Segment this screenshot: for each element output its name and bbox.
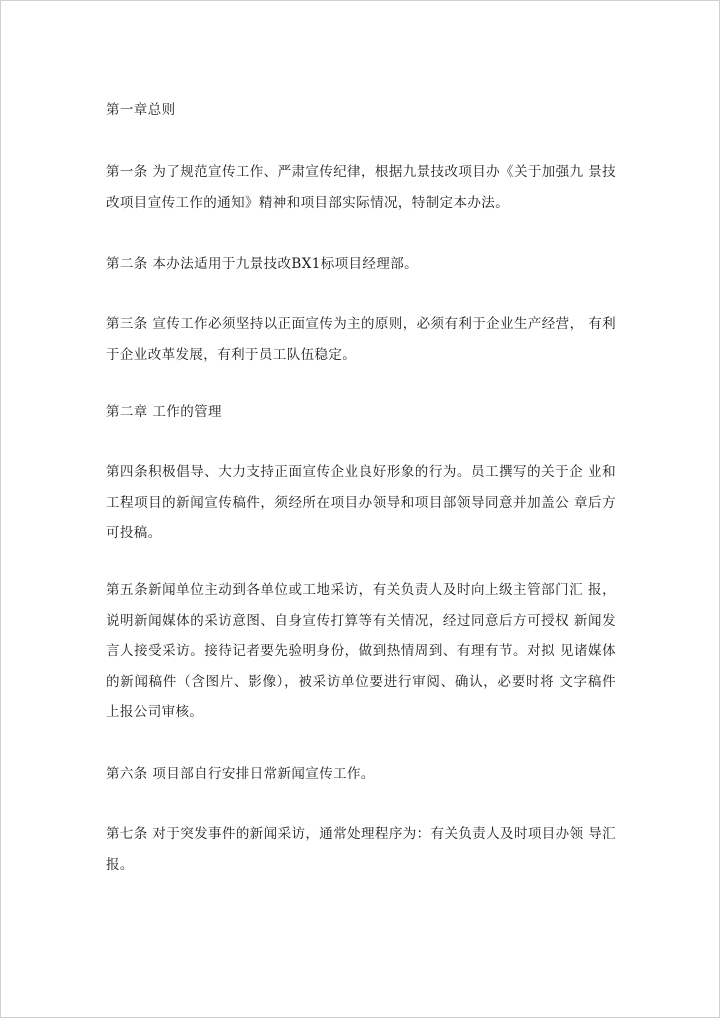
chapter-1-heading: 第一章总则 <box>106 102 176 118</box>
article-5-paragraph: 第五条新闻单位主动到各单位或工地采访，有关负责人及时向上级主管部门汇 报，说明新闻媒体的采访意图、自身宣传打算等有关情况，经过同意后方可授权 新闻发言人接受采访。接待记者要先验明身份，做到热情周到、有理有节。对拟 见诸媒体的新闻稿件（含图片、影像），被采访单位要进行审阅、确认，必要时将 文字稿件上报公司审核。 <box>106 582 616 720</box>
article-3-paragraph: 第三条 宣传工作必须坚持以正面宣传为主的原则，必须有利于企业生产经营， 有利于企业改革发展，有利于员工队伍稳定。 <box>106 316 616 363</box>
article-6-paragraph: 第六条 项目部自行安排日常新闻宣传工作。 <box>106 766 375 782</box>
article-4-paragraph: 第四条积极倡导、大力支持正面宣传企业良好形象的行为。员工撰写的关于企 业和工程项目的新闻宣传稿件，须经所在项目办领导和项目部领导同意并加盖公 章后方可投稿。 <box>106 464 616 541</box>
article-7-paragraph: 第七条 对于突发事件的新闻采访，通常处理程序为：有关负责人及时项目办领 导汇报。 <box>106 826 616 873</box>
article-2-paragraph: 第二条 本办法适用于九景技改BX1标项目经理部。 <box>106 256 419 272</box>
chapter-2-heading: 第二章 工作的管理 <box>106 404 222 420</box>
article-1-paragraph: 第一条 为了规范宣传工作、严肃宣传纪律，根据九景技改项目办《关于加强九 景技改项目宣传工作的通知》精神和项目部实际情况，特制定本办法。 <box>106 164 616 211</box>
